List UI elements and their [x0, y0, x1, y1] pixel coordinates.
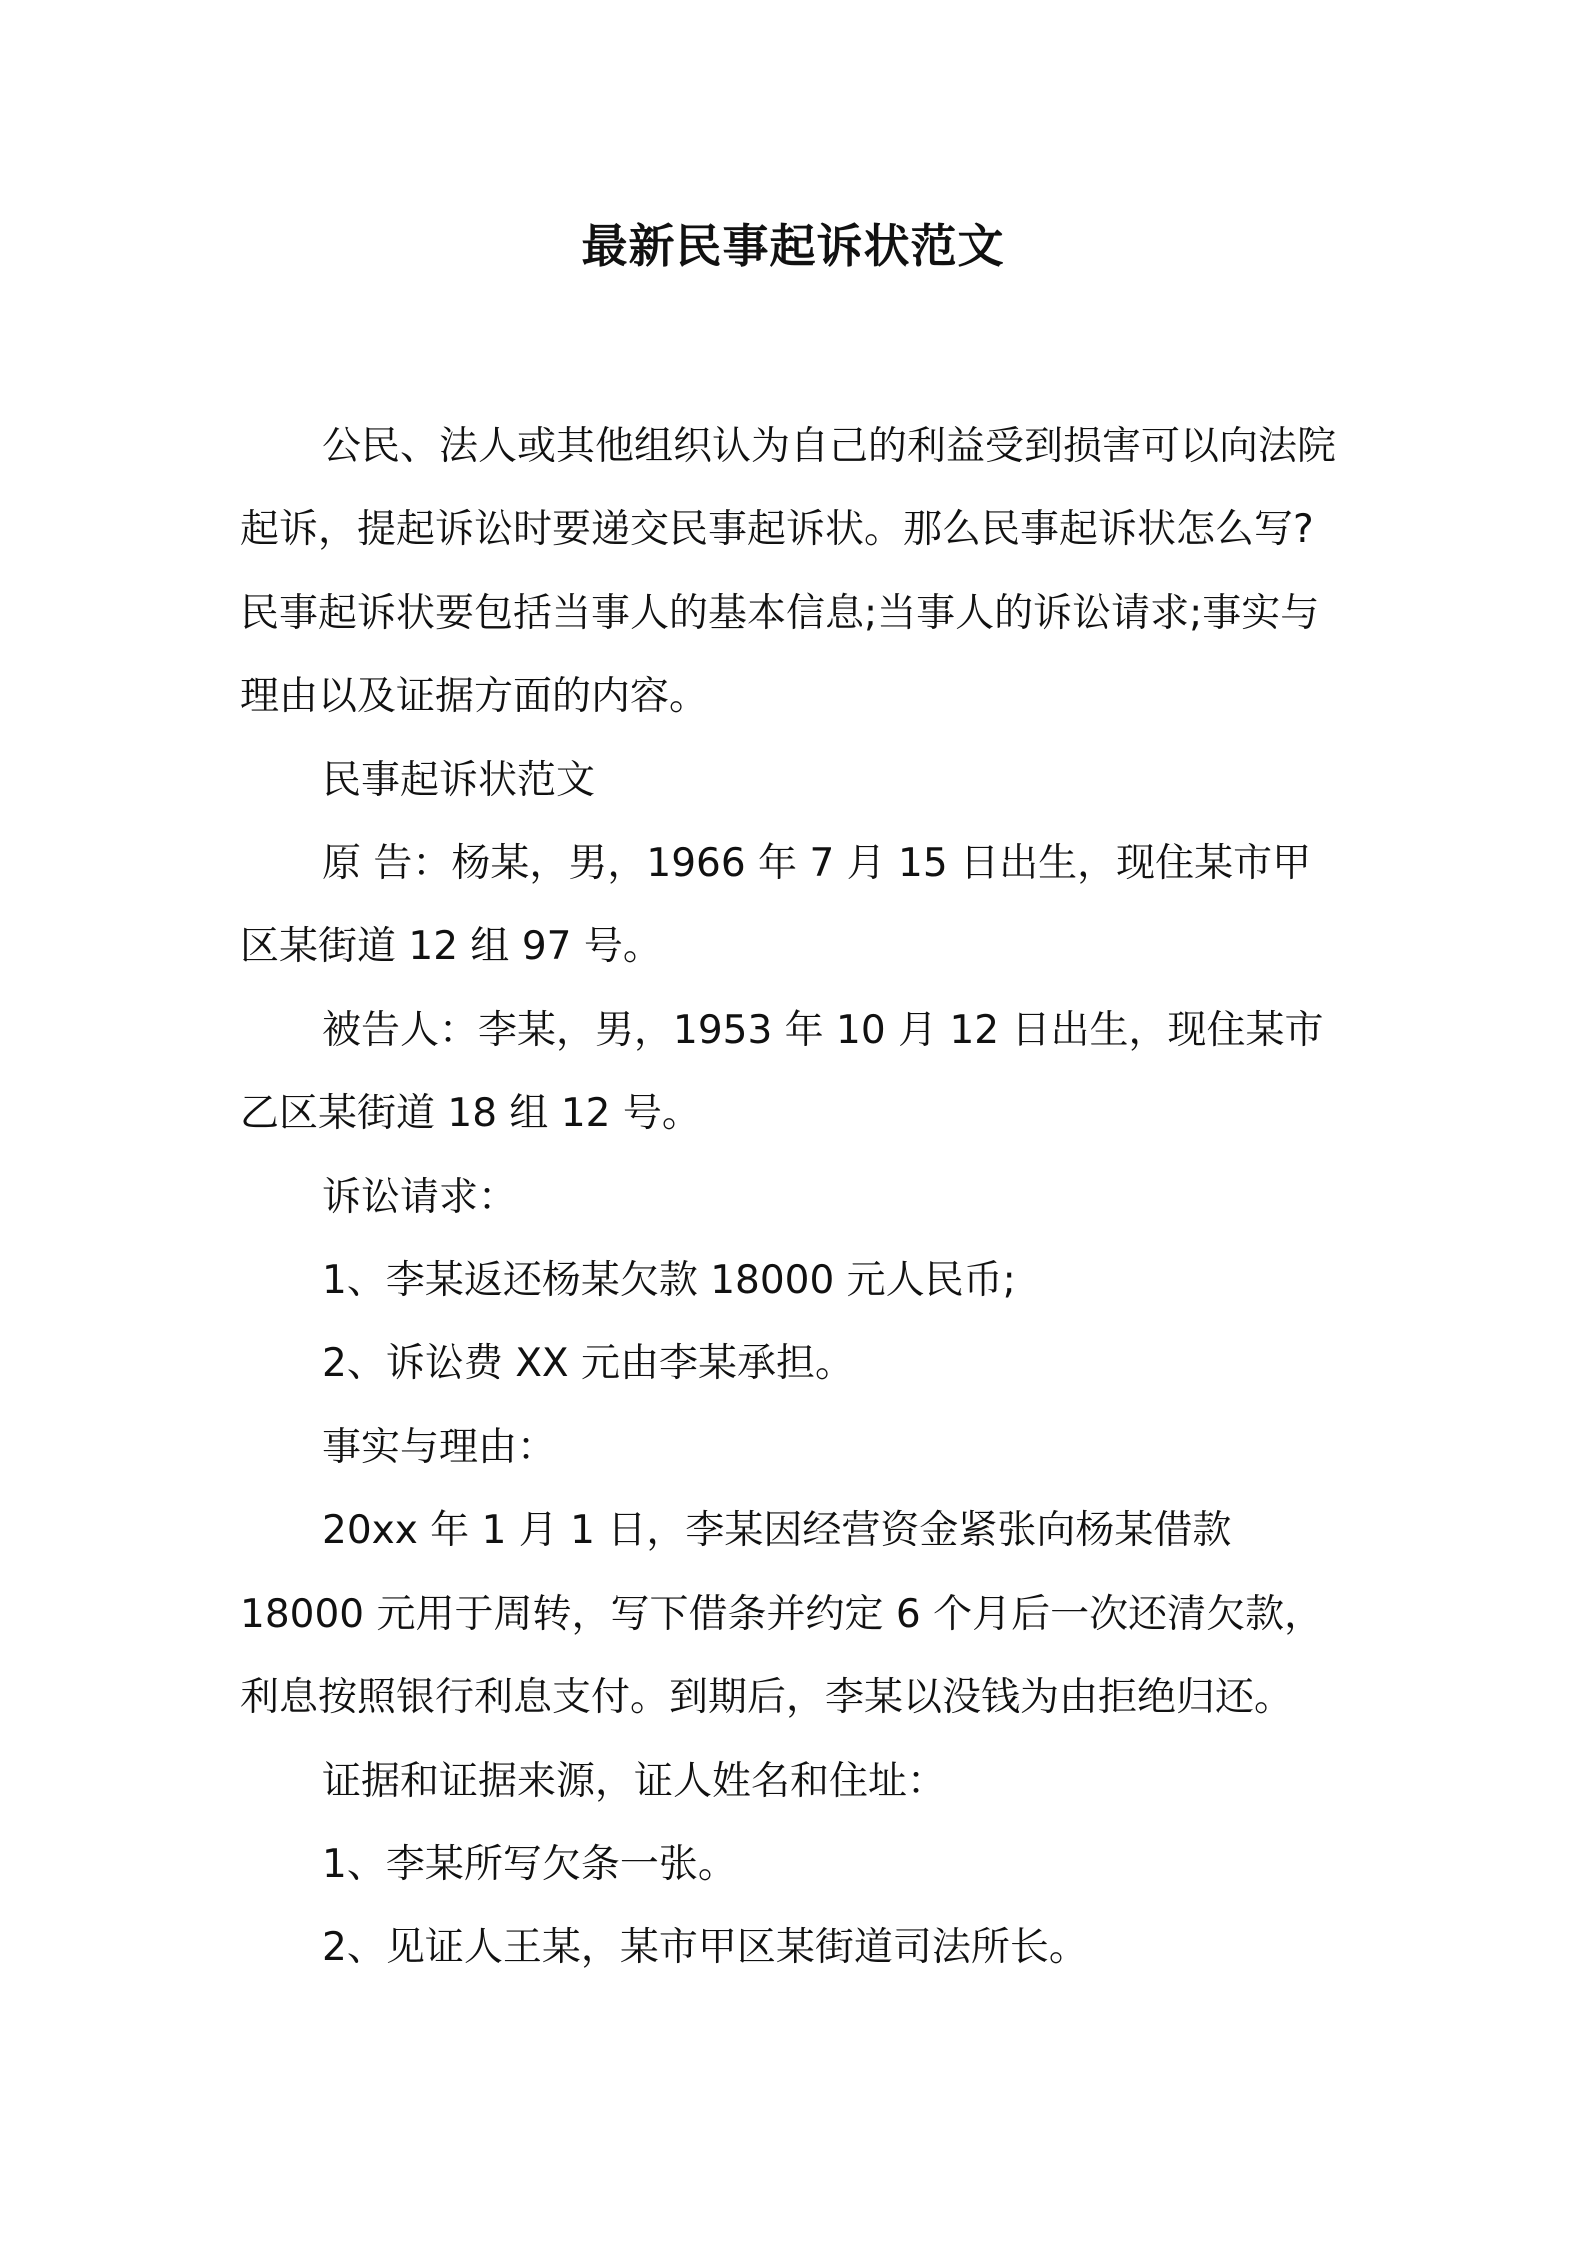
- paragraph-evidence-2: 2、见证人王某，某市甲区某街道司法所长。: [322, 1925, 1088, 1971]
- paragraph-claim-2: 2、诉讼费 XX 元由李某承担。: [322, 1341, 855, 1387]
- paragraph-defendant: 被告人：李某，男，1953 年 10 月 12 日出生，现住某市乙区某街道 18 组 12 号。: [240, 1007, 1324, 1137]
- document-body: [240, 405, 1350, 1990]
- paragraph-intro: 公民、法人或其他组织认为自己的利益受到损害可以向法院起诉，提起诉讼时要递交民事起诉状。那么民事起诉状怎么写?民事起诉状要包括当事人的基本信息;当事人的诉讼请求;事实与理由以及证据方面的内容。: [240, 424, 1337, 720]
- paragraph-facts-heading: 事实与理由：: [322, 1424, 557, 1470]
- paragraph-claim-1: 1、李某返还杨某欠款 18000 元人民币;: [322, 1258, 1016, 1304]
- paragraph-heading-sample: 民事起诉状范文: [322, 757, 596, 803]
- paragraph-claims-heading: 诉讼请求：: [322, 1174, 518, 1220]
- paragraph-facts: 20xx 年 1 月 1 日，李某因经营资金紧张向杨某借款 18000 元用于周转，写下借条并约定 6 个月后一次还清欠款，利息按照银行利息支付。到期后，李某以没钱为由拒绝归还。: [240, 1508, 1324, 1721]
- paragraph-evidence-heading: 证据和证据来源，证人姓名和住址：: [322, 1758, 947, 1804]
- paragraph-plaintiff: 原 告：杨某，男，1966 年 7 月 15 日出生，现住某市甲区某街道 12 组 97 号。: [240, 841, 1312, 970]
- paragraph-evidence-1: 1、李某所写欠条一张。: [322, 1841, 737, 1887]
- document-title: 最新民事起诉状范文: [581, 219, 1005, 273]
